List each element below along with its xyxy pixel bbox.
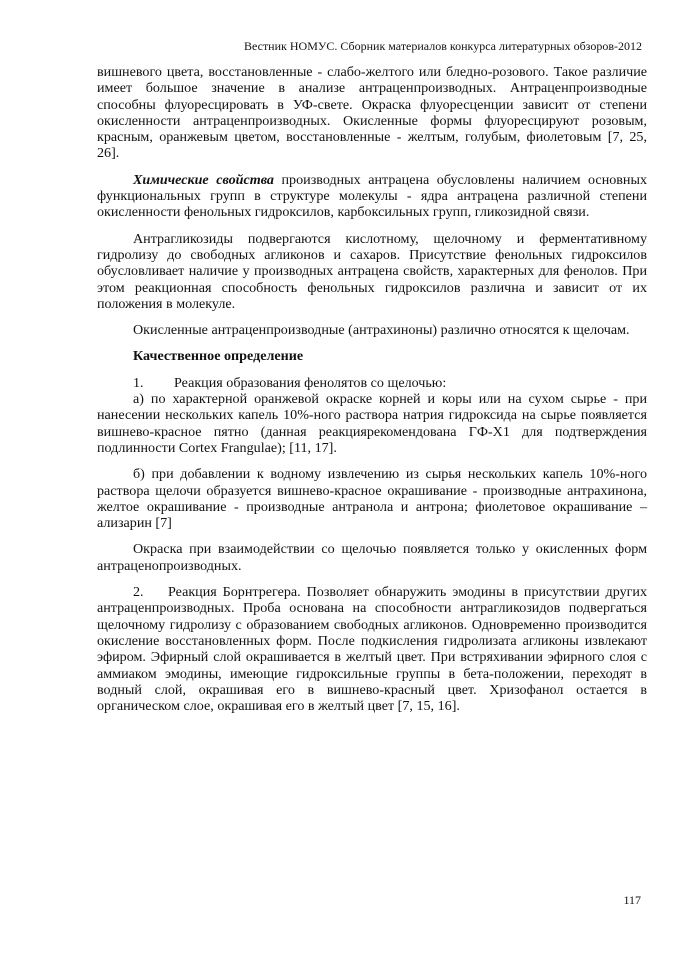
paragraph: вишневого цвета, восстановленные - слабо-желтого или бледно-розового. Такое различие имеет большое значение в анализе антраценпроизводных. Антраценпроизводные способны флуоресцировать в УФ-свете. Окраска флуоресценции зависит от степени окисленности антраценпроизводных. Окисленные формы флуоресцируют розовым, красным, оранжевым цветом, восстановленные - желтым, голубым, фиолетовым [7, 25, 26]. bbox=[97, 64, 647, 162]
paragraph: Окисленные антраценпроизводные (антрахиноны) различно относятся к щелочам. bbox=[133, 322, 630, 339]
list-item-1a: а) по характерной оранжевой окраске корней и коры или на сухом сырье - при нанесении нескольких капель 10%-ного раствора натрия гидроксида на сырье появляется вишнево-красное пятно (данная реакциярекомендована ГФ-Х1 для подтверждения подлинности Cortex Frangulae); [11, 17]. bbox=[97, 391, 647, 456]
paragraph: Антрагликозиды подвергаются кислотному, щелочному и ферментативному гидролизу до свободных агликонов и сахаров. Присутствие фенольных гидроксилов обусловливает наличие у производных антрацена свойств, характерных для фенолов. При этом реакционная способность фенольных гидроксилов различна и зависит от их положения в молекуле. bbox=[97, 230, 647, 312]
running-header: Вестник НОМУС. Сборник материалов конкурса литературных обзоров-2012 bbox=[243, 39, 642, 53]
paragraph-chemical-properties bbox=[97, 172, 647, 221]
paragraph-text: производных антрацена обусловлены наличием основных функциональных групп в структуре молекулы - ядра антрацена различной степени окисленности фенольных гидроксилов, карбоксильных групп, гликозидной связи. bbox=[97, 171, 647, 221]
term-emphasis: Химические свойства bbox=[133, 171, 274, 188]
section-heading: Качественное определение bbox=[133, 348, 304, 365]
list-item-text: Реакция образования фенолятов со щелочью: bbox=[174, 374, 447, 391]
list-item-2 bbox=[97, 584, 647, 714]
list-item-text: Реакция Борнтрегера. Позволяет обнаружить эмодины в присутствии других антраценпроизводных. Проба основана на способности антрагликозидов подвергаться щелочному гидролизу с образованием свободных агликонов. Одновременно производится окисление восстановленных форм. После подкисления гидролизата агликоны извлекают эфиром. Эфирный слой окрашивается в желтый цвет. При встряхивании эфирного слоя с аммиаком эмодины, имеющие гидроксильные группы в бета-положении, переходят в водный слой, окрашивая его в вишнево-красный цвет. Хризофанол остается в органическом слое, окрашивая его в желтый цвет [7, 15, 16]. bbox=[97, 584, 647, 715]
list-item-1b: б) при добавлении к водному извлечению из сырья нескольких капель 10%-ного раствора щелочи образуется вишнево-красное окрашивание - производные антрахинона, желтое окрашивание - производные антранола и антрона; фиолетовое окрашивание – ализарин [7] bbox=[97, 466, 647, 532]
paragraph: Окраска при взаимодействии со щелочью появляется только у окисленных форм антраценопроизводных. bbox=[97, 541, 647, 574]
list-number: 1. bbox=[133, 374, 144, 391]
page-body bbox=[97, 64, 647, 724]
list-item-1-title bbox=[97, 375, 647, 391]
page-number: 117 bbox=[623, 893, 641, 907]
list-number: 2. bbox=[133, 584, 144, 601]
